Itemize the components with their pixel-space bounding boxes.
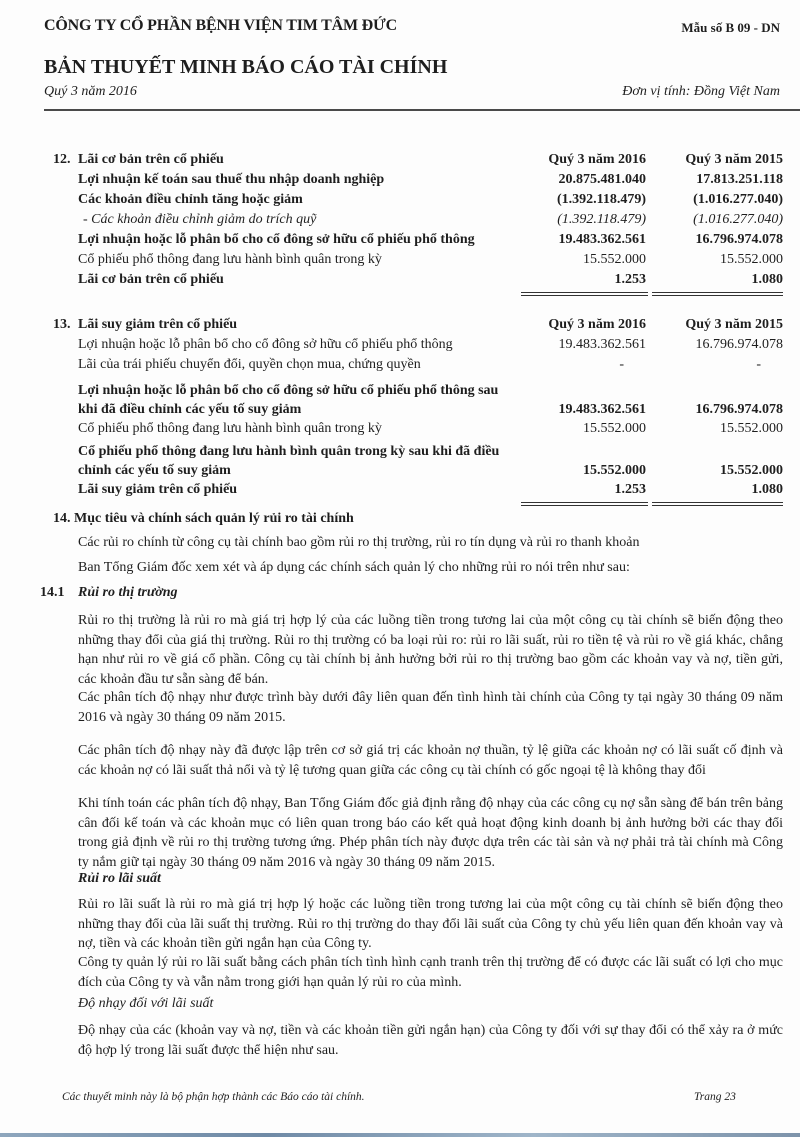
table-total-row: [53, 480, 783, 500]
cell-value: 16.796.974.078: [695, 232, 783, 247]
section-title: Lãi cơ bản trên cổ phiếu: [78, 152, 224, 167]
row-label: Lợi nhuận hoặc lỗ phân bổ cho cổ đông sở hữu cổ phiếu phổ thông sau: [78, 383, 499, 398]
cell-value: 15.552.000: [720, 252, 783, 267]
row-label: Cổ phiếu phổ thông đang lưu hành bình quân trong kỳ: [78, 421, 382, 436]
column-header: Quý 3 năm 2016: [548, 152, 646, 167]
cell-value: (1.392.118.479): [556, 192, 646, 207]
row-label: Lãi suy giảm trên cổ phiếu: [78, 482, 238, 497]
currency-unit: Đơn vị tính: Đồng Việt Nam: [622, 84, 780, 99]
table-row: [53, 250, 783, 270]
page-number: Trang 23: [694, 1091, 736, 1103]
paragraph: Các rủi ro chính từ công cụ tài chính bao gồm rủi ro thị trường, rủi ro tín dụng và rủi ro thanh khoản: [78, 535, 640, 550]
form-number: Mẫu số B 09 - DN: [681, 20, 780, 35]
cell-value: 15.552.000: [720, 463, 783, 478]
company-name: CÔNG TY CỔ PHẦN BỆNH VIỆN TIM TÂM ĐỨC: [44, 17, 397, 34]
table-row: [53, 190, 783, 210]
cell-value: 1.080: [751, 272, 783, 287]
cell-value: 19.483.362.561: [558, 402, 646, 417]
subsection-heading: [40, 585, 178, 601]
paragraph: Các phân tích độ nhạy này đã được lập trên cơ sở giá trị các khoản nợ thuần, tỷ lệ giữa các khoản nợ có lãi suất cố định và các khoản nợ có lãi suất thả nổi và tỷ lệ tương quan giữa các công cụ tài chính có gốc ngoại tệ là không thay đổi: [78, 743, 783, 778]
cell-value: 1.080: [751, 482, 783, 497]
double-underline: [53, 502, 783, 506]
table-header-row: [53, 150, 783, 170]
table-row: [53, 442, 783, 480]
cell-value: (1.016.277.040): [693, 212, 783, 227]
table-row: [53, 230, 783, 250]
basic-eps-table: [53, 150, 783, 296]
interest-rate-risk-heading: Rủi ro lãi suất: [78, 871, 161, 886]
table-row: [53, 335, 783, 355]
subsection-title: Rủi ro thị trường: [78, 585, 178, 600]
cell-value: (1.016.277.040): [693, 192, 783, 207]
scan-edge: [0, 1133, 800, 1137]
cell-value: 16.796.974.078: [695, 337, 783, 352]
table-header-row: [53, 315, 783, 335]
row-label-continued: khi đã điều chỉnh các yếu tố suy giảm: [78, 402, 302, 417]
row-label: Lợi nhuận hoặc lỗ phân bổ cho cổ đông sở hữu cổ phiếu phổ thông: [78, 337, 453, 352]
table-row: [53, 381, 783, 419]
column-header: Quý 3 năm 2016: [548, 317, 646, 332]
cell-value: 15.552.000: [583, 421, 646, 436]
cell-value: (1.392.118.479): [557, 212, 646, 227]
cell-value: 15.552.000: [583, 252, 646, 267]
cell-value: 16.796.974.078: [695, 402, 783, 417]
row-label: Lãi của trái phiếu chuyển đổi, quyền chọn mua, chứng quyền: [78, 357, 421, 372]
paragraph: Rủi ro lãi suất là rủi ro mà giá trị hợp lý hoặc các luồng tiền trong tương lai của một công cụ tài chính sẽ biến động theo những thay đổi của lãi suất thị trường. Rủi ro thị trường do thay đổi lãi suất của Công ty chủ yếu liên quan đến khoản vay và nợ, tiền và các khoản tiền gửi ngắn hạn của Công ty.: [78, 897, 783, 951]
section-title: Lãi suy giảm trên cổ phiếu: [78, 317, 238, 332]
table-total-row: [53, 270, 783, 290]
double-underline: [53, 292, 783, 296]
header-divider: [44, 109, 800, 111]
cell-value: 15.552.000: [720, 421, 783, 436]
paragraph: Các phân tích độ nhạy như được trình bày dưới đây liên quan đến tình hình tài chính của Công ty tại ngày 30 tháng 09 năm 2016 và ngày 30 tháng 09 năm 2015.: [78, 690, 783, 725]
table-row: [53, 170, 783, 190]
paragraph: Khi tính toán các phân tích độ nhạy, Ban Tổng Giám đốc giả định rằng độ nhạy của các công cụ nợ sẵn sàng để bán trên bảng cân đối kế toán và các khoản mục có liên quan trong báo cáo kết quả hoạt động kinh doanh bị ảnh hưởng bởi các thay đổi trong giả định về rủi ro thị trường tương ứng. Phép phân tích này được dựa trên các tài sản và nợ phải trả tài chính mà Công ty nắm giữ tại ngày 30 tháng 09 năm 2016 và ngày 30 tháng 09 năm 2015.: [78, 796, 783, 870]
table-row: [53, 210, 783, 230]
cell-value: 1.253: [614, 272, 646, 287]
sensitivity-heading: Độ nhạy đối với lãi suất: [78, 996, 214, 1011]
section-heading: 14. Mục tiêu và chính sách quản lý rủi ro tài chính: [53, 511, 354, 526]
report-period: Quý 3 năm 2016: [44, 84, 137, 99]
cell-value: 15.552.000: [583, 463, 646, 478]
row-label: Lợi nhuận hoặc lỗ phân bổ cho cổ đông sở hữu cổ phiếu phổ thông: [78, 232, 475, 247]
subsection-number: 14.1: [40, 585, 65, 600]
cell-value: -: [619, 357, 624, 372]
row-label-continued: chỉnh các yếu tố suy giảm: [78, 463, 231, 478]
row-label: Các khoản điều chỉnh tăng hoặc giảm: [78, 192, 303, 207]
cell-value: -: [756, 357, 761, 372]
section-number: 13.: [53, 317, 71, 332]
table-row: [53, 355, 783, 375]
cell-value: 1.253: [614, 482, 646, 497]
paragraph: Rủi ro thị trường là rủi ro mà giá trị hợp lý của các luồng tiền trong tương lai của một công cụ tài chính sẽ biến động theo những thay đổi của giá thị trường. Rủi ro thị trường có ba loại rủi ro: rủi ro lãi suất, rủi ro tiền tệ và rủi ro về giá khác, chẳng hạn như rủi ro về giá cổ phần. Công cụ tài chính bị ảnh hưởng bởi rủi ro thị trường bao gồm các khoản vay và nợ, tiền gửi, các khoản đầu tư sẵn sàng để bán.: [78, 613, 783, 687]
row-label: - Các khoản điều chỉnh giảm do trích quỹ: [83, 212, 317, 227]
row-label: Lãi cơ bản trên cổ phiếu: [78, 272, 224, 287]
column-header: Quý 3 năm 2015: [685, 317, 783, 332]
cell-value: 20.875.481.040: [558, 172, 646, 187]
section-number: 12.: [53, 152, 71, 167]
cell-value: 17.813.251.118: [696, 172, 783, 187]
table-row: [53, 419, 783, 439]
footer-note: Các thuyết minh này là bộ phận hợp thành các Báo cáo tài chính.: [62, 1091, 365, 1103]
diluted-eps-table: [53, 315, 783, 506]
cell-value: 19.483.362.561: [558, 232, 646, 247]
row-label: Cổ phiếu phổ thông đang lưu hành bình quân trong kỳ sau khi đã điều: [78, 444, 500, 459]
document-title: BẢN THUYẾT MINH BÁO CÁO TÀI CHÍNH: [44, 56, 448, 78]
row-label: Cổ phiếu phổ thông đang lưu hành bình quân trong kỳ: [78, 252, 382, 267]
column-header: Quý 3 năm 2015: [685, 152, 783, 167]
cell-value: 19.483.362.561: [558, 337, 646, 352]
paragraph: Độ nhạy của các (khoản vay và nợ, tiền và các khoản tiền gửi ngắn hạn) của Công ty đối với sự thay đổi có thể xảy ra ở mức độ hợp lý trong lãi suất được thể hiện như sau.: [78, 1023, 783, 1058]
paragraph: Ban Tổng Giám đốc xem xét và áp dụng các chính sách quản lý cho những rủi ro nói trên như sau:: [78, 560, 630, 575]
row-label: Lợi nhuận kế toán sau thuế thu nhập doanh nghiệp: [78, 172, 385, 187]
paragraph: Công ty quản lý rủi ro lãi suất bằng cách phân tích tình hình cạnh tranh trên thị trường để có được các lãi suất có lợi cho mục đích của Công ty và vẫn nằm trong giới hạn quản lý rủi ro của mình.: [78, 955, 783, 990]
